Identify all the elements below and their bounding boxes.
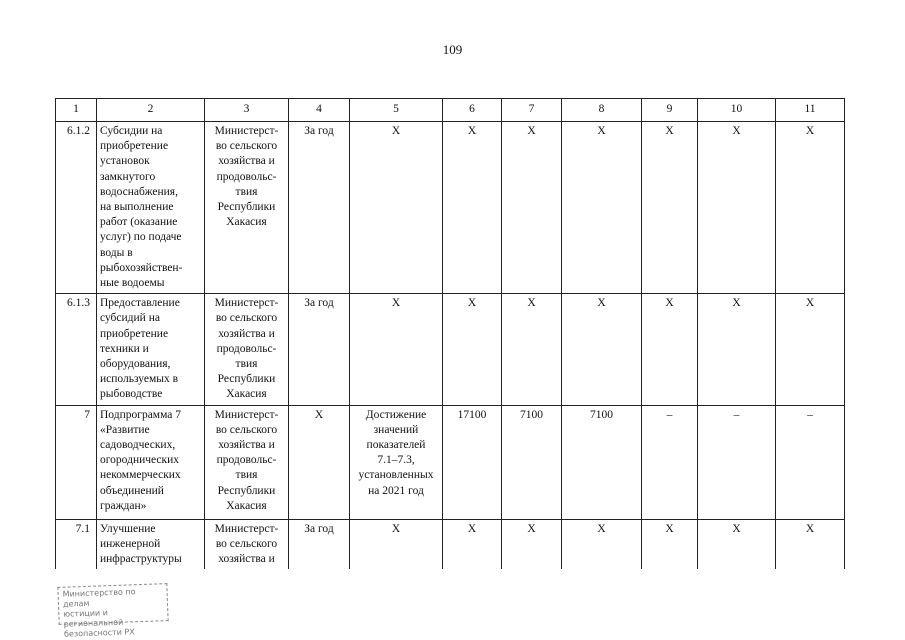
header-cell: 1 [56, 99, 97, 122]
value-cell: 7100 [562, 405, 642, 519]
measure-name-cell: Предоставление субсидий на приобретение техники и оборудования, используемых в рыбоводстве [97, 294, 205, 405]
table-header-row [56, 99, 845, 122]
value-cell: – [642, 405, 698, 519]
value-cell: Х [562, 519, 642, 569]
table-row [56, 122, 845, 294]
header-cell: 8 [562, 99, 642, 122]
measure-name-cell: Улучшение инженерной инфраструктуры [97, 519, 205, 569]
row-number-cell: 6.1.2 [56, 122, 97, 294]
executor-cell: Министерст- во сельского хозяйства и продовольс- твия Республики Хакасия [205, 294, 289, 405]
value-cell: Х [776, 519, 845, 569]
value-cell: Х [562, 122, 642, 294]
result-cell: Х [350, 294, 443, 405]
value-cell: Х [502, 122, 562, 294]
header-cell: 9 [642, 99, 698, 122]
table-row [56, 405, 845, 519]
page-number: 109 [442, 42, 463, 57]
value-cell: – [698, 405, 776, 519]
period-cell: Х [289, 405, 350, 519]
result-cell: Х [350, 122, 443, 294]
value-cell: Х [776, 294, 845, 405]
document-table [55, 98, 845, 569]
value-cell: Х [502, 294, 562, 405]
value-cell: Х [443, 519, 502, 569]
header-cell: 3 [205, 99, 289, 122]
value-cell: Х [698, 519, 776, 569]
measure-name-cell: Субсидии на приобретение установок замкнутого водоснабжения, на выполнение работ (оказание услуг) по подаче воды в рыбохозяйствен- ные водоемы [97, 122, 205, 294]
period-cell: За год [289, 122, 350, 294]
header-cell: 2 [97, 99, 205, 122]
value-cell: Х [698, 122, 776, 294]
table-row [56, 519, 845, 569]
value-cell: 7100 [502, 405, 562, 519]
value-cell: Х [642, 294, 698, 405]
row-number-cell: 7.1 [56, 519, 97, 569]
value-cell: Х [502, 519, 562, 569]
value-cell: Х [642, 519, 698, 569]
result-cell: Достижение значений показателей 7.1–7.3, установленных на 2021 год [350, 405, 443, 519]
row-number-cell: 6.1.3 [56, 294, 97, 405]
header-cell: 4 [289, 99, 350, 122]
table-row [56, 294, 845, 405]
row-number-cell: 7 [56, 405, 97, 519]
executor-cell: Министерст- во сельского хозяйства и продовольс- твия Республики Хакасия [205, 122, 289, 294]
value-cell: Х [698, 294, 776, 405]
executor-cell: Министерст- во сельского хозяйства и продовольс- твия Республики Хакасия [205, 405, 289, 519]
result-cell: Х [350, 519, 443, 569]
value-cell: Х [443, 122, 502, 294]
header-cell: 7 [502, 99, 562, 122]
value-cell: Х [776, 122, 845, 294]
value-cell: Х [562, 294, 642, 405]
executor-cell: Министерст- во сельского хозяйства и [205, 519, 289, 569]
period-cell: За год [289, 519, 350, 569]
registration-stamp: Министерство по делам юстиции и региональной безопасности РХ [57, 583, 168, 625]
value-cell: Х [443, 294, 502, 405]
header-cell: 5 [350, 99, 443, 122]
value-cell: Х [642, 122, 698, 294]
value-cell: 17100 [443, 405, 502, 519]
value-cell: – [776, 405, 845, 519]
period-cell: За год [289, 294, 350, 405]
header-cell: 6 [443, 99, 502, 122]
header-cell: 11 [776, 99, 845, 122]
measure-name-cell: Подпрограмма 7 «Развитие садоводческих, огороднических некоммерческих объединений граждан» [97, 405, 205, 519]
header-cell: 10 [698, 99, 776, 122]
